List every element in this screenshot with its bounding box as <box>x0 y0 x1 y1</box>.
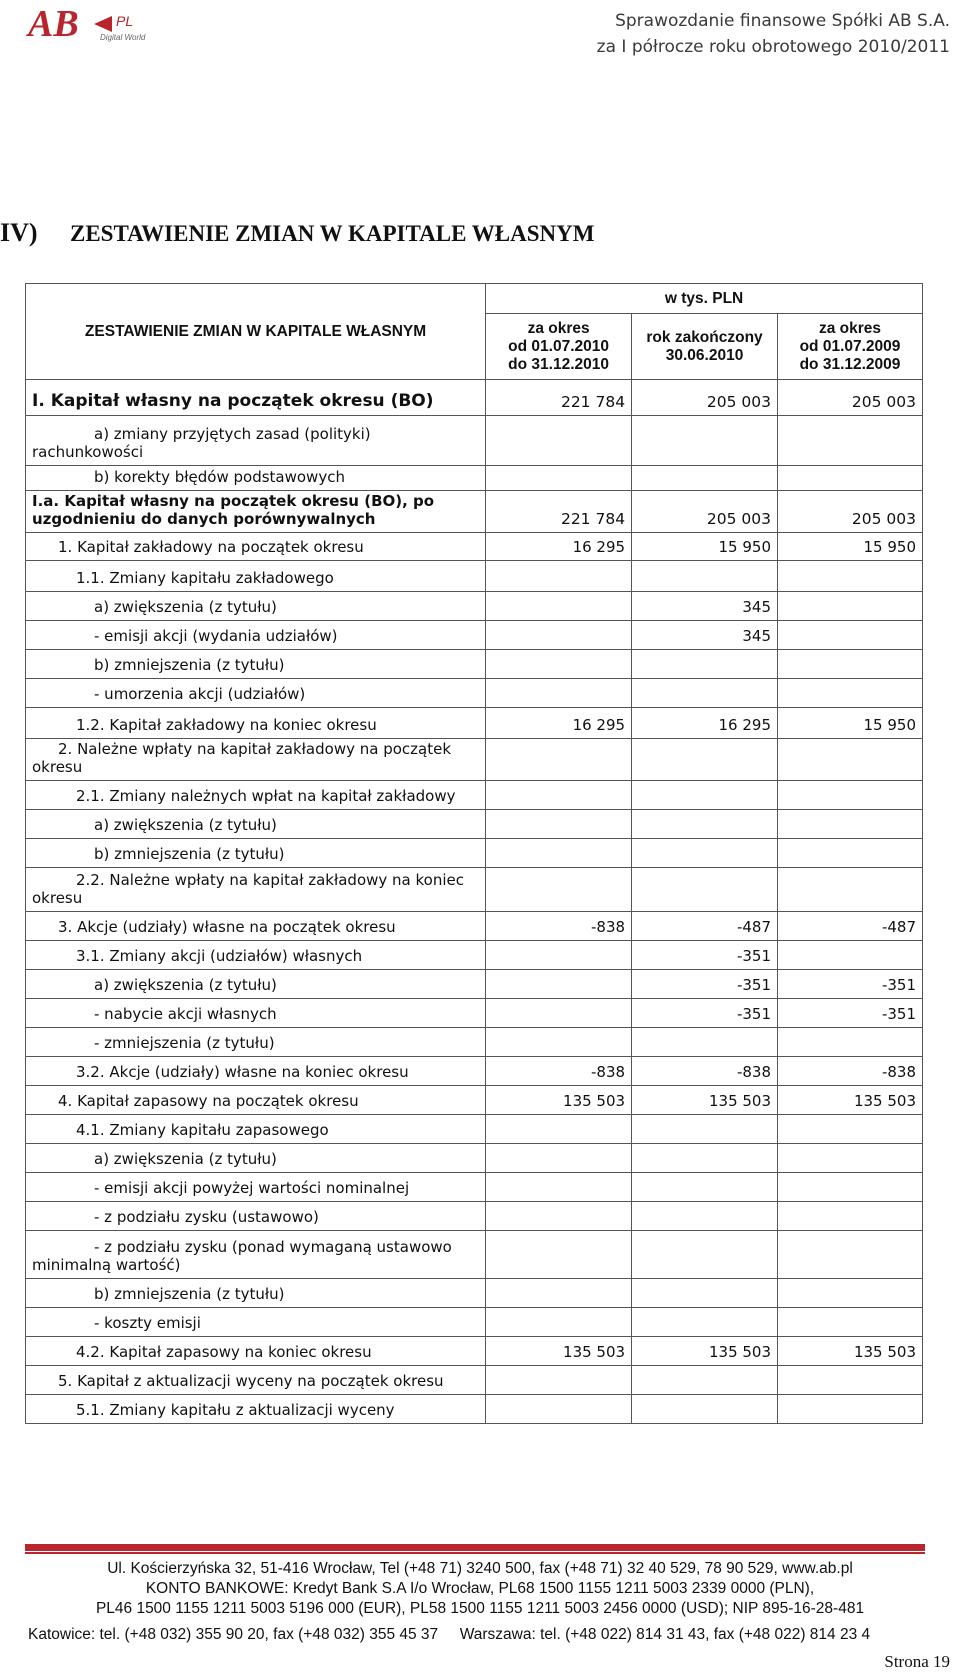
table-row <box>26 1337 923 1366</box>
row-value-col3 <box>778 561 923 592</box>
row-value-col2 <box>632 1231 778 1279</box>
ab-logo-icon <box>24 2 164 44</box>
row-value-col2 <box>632 1395 778 1424</box>
row-value-col1 <box>486 592 632 621</box>
table-row <box>26 1308 923 1337</box>
row-value-col1 <box>486 1279 632 1308</box>
table-row <box>26 533 923 561</box>
row-label: 1. Kapitał zakładowy na początek okresu <box>26 533 486 561</box>
row-label: 3.2. Akcje (udziały) własne na koniec okresu <box>26 1057 486 1086</box>
footer-accounts: PL46 1500 1155 1211 5003 5196 000 (EUR), PL58 1500 1155 1211 5003 2456 0000 (USD); NIP 895-16-28-481 <box>95 1600 865 1617</box>
row-label: 2. Należne wpłaty na kapitał zakładowy na początek okresu <box>26 739 486 781</box>
row-value-col1 <box>486 1308 632 1337</box>
row-value-col3: 135 503 <box>778 1086 923 1115</box>
row-value-col1: 221 784 <box>486 491 632 533</box>
row-value-col1 <box>486 1366 632 1395</box>
row-label: 4.1. Zmiany kapitału zapasowego <box>26 1115 486 1144</box>
row-value-col3 <box>778 839 923 868</box>
row-value-col1 <box>486 561 632 592</box>
row-value-col2 <box>632 466 778 491</box>
row-value-col1 <box>486 621 632 650</box>
row-label: I. Kapitał własny na początek okresu (BO) <box>26 380 486 416</box>
table-row <box>26 466 923 491</box>
table-row <box>26 679 923 708</box>
row-value-col2: 135 503 <box>632 1337 778 1366</box>
row-value-col2: -351 <box>632 999 778 1028</box>
row-label: - z podziału zysku (ustawowo) <box>26 1202 486 1231</box>
row-value-col3 <box>778 810 923 839</box>
row-value-col3: -351 <box>778 970 923 999</box>
row-label: a) zmiany przyjętych zasad (polityki) rachunkowości <box>26 416 486 466</box>
column-header-h1-2009: za okres od 01.07.2009 do 31.12.2009 <box>778 314 923 380</box>
row-value-col3 <box>778 868 923 912</box>
table-row <box>26 1057 923 1086</box>
row-value-col3 <box>778 1202 923 1231</box>
row-value-col1: -838 <box>486 1057 632 1086</box>
row-label: - zmniejszenia (z tytułu) <box>26 1028 486 1057</box>
table-row <box>26 781 923 810</box>
row-value-col2 <box>632 1279 778 1308</box>
row-value-col3 <box>778 1028 923 1057</box>
row-value-col3 <box>778 592 923 621</box>
section-number: IV) <box>0 218 38 247</box>
row-label: 5.1. Zmiany kapitału z aktualizacji wyceny <box>26 1395 486 1424</box>
row-value-col3: 205 003 <box>778 380 923 416</box>
row-value-col1 <box>486 1173 632 1202</box>
row-value-col2 <box>632 1144 778 1173</box>
table-unit: w tys. PLN <box>486 284 923 314</box>
row-value-col1 <box>486 810 632 839</box>
table-row <box>26 1231 923 1279</box>
footer-bank: KONTO BANKOWE: Kredyt Bank S.A I/o Wrocław, PL68 1500 1155 1211 5003 2339 0000 (PLN), <box>145 1580 815 1597</box>
table-row <box>26 621 923 650</box>
row-value-col2 <box>632 1115 778 1144</box>
row-value-col1: 221 784 <box>486 380 632 416</box>
table-row <box>26 1173 923 1202</box>
table-row <box>26 970 923 999</box>
row-value-col2: -838 <box>632 1057 778 1086</box>
row-value-col2 <box>632 1366 778 1395</box>
document-header <box>597 8 950 60</box>
row-value-col2 <box>632 416 778 466</box>
row-value-col1: 16 295 <box>486 533 632 561</box>
table-row <box>26 1366 923 1395</box>
row-value-col3 <box>778 416 923 466</box>
row-value-col1 <box>486 999 632 1028</box>
row-label: - koszty emisji <box>26 1308 486 1337</box>
table-row <box>26 1279 923 1308</box>
row-value-col3 <box>778 621 923 650</box>
section-heading <box>0 218 594 248</box>
equity-changes-table <box>25 283 923 1424</box>
row-value-col3: -487 <box>778 912 923 941</box>
row-value-col2: 205 003 <box>632 491 778 533</box>
row-value-col1 <box>486 970 632 999</box>
table-row <box>26 868 923 912</box>
row-value-col3 <box>778 466 923 491</box>
row-label: - z podziału zysku (ponad wymaganą ustawowo minimalną wartość) <box>26 1231 486 1279</box>
logo-tagline: Digital World <box>100 33 146 42</box>
row-value-col1: 135 503 <box>486 1086 632 1115</box>
column-header-year-2010: rok zakończony 30.06.2010 <box>632 314 778 380</box>
row-value-col1 <box>486 1231 632 1279</box>
row-value-col2 <box>632 839 778 868</box>
logo-suffix: PL <box>116 13 134 29</box>
page-number: Strona 19 <box>884 1652 950 1671</box>
row-value-col1: -838 <box>486 912 632 941</box>
table-row <box>26 739 923 781</box>
row-value-col1 <box>486 466 632 491</box>
row-value-col1: 16 295 <box>486 708 632 739</box>
row-label: a) zwiększenia (z tytułu) <box>26 592 486 621</box>
section-title: ZESTAWIENIE ZMIAN W KAPITALE WŁASNYM <box>70 221 595 246</box>
row-label: 2.1. Zmiany należnych wpłat na kapitał zakładowy <box>26 781 486 810</box>
row-label: a) zwiększenia (z tytułu) <box>26 810 486 839</box>
row-label: - umorzenia akcji (udziałów) <box>26 679 486 708</box>
table-row <box>26 561 923 592</box>
row-label: b) zmniejszenia (z tytułu) <box>26 839 486 868</box>
row-value-col2 <box>632 561 778 592</box>
row-value-col3 <box>778 679 923 708</box>
row-value-col3 <box>778 739 923 781</box>
row-value-col2 <box>632 679 778 708</box>
row-value-col2 <box>632 650 778 679</box>
row-value-col3 <box>778 1173 923 1202</box>
table-row <box>26 650 923 679</box>
row-value-col3: 15 950 <box>778 533 923 561</box>
row-value-col2: 345 <box>632 592 778 621</box>
row-label: - nabycie akcji własnych <box>26 999 486 1028</box>
row-label: - emisji akcji (wydania udziałów) <box>26 621 486 650</box>
table-row <box>26 999 923 1028</box>
row-label: 4. Kapitał zapasowy na początek okresu <box>26 1086 486 1115</box>
table-row <box>26 941 923 970</box>
row-value-col2 <box>632 1173 778 1202</box>
row-label: 5. Kapitał z aktualizacji wyceny na początek okresu <box>26 1366 486 1395</box>
row-value-col2: -351 <box>632 970 778 999</box>
row-value-col3 <box>778 1366 923 1395</box>
row-value-col2 <box>632 739 778 781</box>
row-value-col1 <box>486 679 632 708</box>
table-row <box>26 708 923 739</box>
footer-address: Ul. Kościerzyńska 32, 51-416 Wrocław, Tel (+48 71) 3240 500, fax (+48 71) 32 40 529, 78 90 529, www.ab.pl <box>107 1560 853 1577</box>
row-label: 1.2. Kapitał zakładowy na koniec okresu <box>26 708 486 739</box>
header-subtitle: za I półrocze roku obrotowego 2010/2011 <box>596 37 950 57</box>
row-value-col2 <box>632 781 778 810</box>
table-title: ZESTAWIENIE ZMIAN W KAPITALE WŁASNYM <box>26 284 486 380</box>
row-label: b) zmniejszenia (z tytułu) <box>26 1279 486 1308</box>
row-value-col1 <box>486 739 632 781</box>
row-value-col2: -351 <box>632 941 778 970</box>
table-row <box>26 1395 923 1424</box>
row-value-col2 <box>632 1028 778 1057</box>
row-value-col1 <box>486 1115 632 1144</box>
row-value-col2: 16 295 <box>632 708 778 739</box>
row-value-col1 <box>486 1202 632 1231</box>
row-label: I.a. Kapitał własny na początek okresu (BO), po uzgodnieniu do danych porównywalnych <box>26 491 486 533</box>
row-value-col1 <box>486 839 632 868</box>
row-value-col1 <box>486 1395 632 1424</box>
table-row <box>26 380 923 416</box>
row-label: - emisji akcji powyżej wartości nominalnej <box>26 1173 486 1202</box>
row-label: 1.1. Zmiany kapitału zakładowego <box>26 561 486 592</box>
row-value-col1 <box>486 416 632 466</box>
table-row <box>26 1115 923 1144</box>
table-row <box>26 592 923 621</box>
row-value-col3 <box>778 781 923 810</box>
header-title: Sprawozdanie finansowe Spółki AB S.A. <box>615 11 950 31</box>
row-value-col1 <box>486 868 632 912</box>
company-logo <box>24 2 164 44</box>
row-value-col1 <box>486 1028 632 1057</box>
row-value-col2 <box>632 868 778 912</box>
row-value-col3 <box>778 1231 923 1279</box>
footer-rule <box>25 1544 925 1551</box>
row-value-col2: 205 003 <box>632 380 778 416</box>
row-label: 3. Akcje (udziały) własne na początek okresu <box>26 912 486 941</box>
row-value-col3 <box>778 1279 923 1308</box>
logo-text: AB <box>28 3 79 44</box>
row-value-col1: 135 503 <box>486 1337 632 1366</box>
row-value-col1 <box>486 781 632 810</box>
row-value-col3 <box>778 941 923 970</box>
row-value-col3: 205 003 <box>778 491 923 533</box>
row-label: b) korekty błędów podstawowych <box>26 466 486 491</box>
row-label: a) zwiększenia (z tytułu) <box>26 970 486 999</box>
row-value-col2: 345 <box>632 621 778 650</box>
column-header-h1-2010: za okres od 01.07.2010 do 31.12.2010 <box>486 314 632 380</box>
row-label: 2.2. Należne wpłaty na kapitał zakładowy na koniec okresu <box>26 868 486 912</box>
row-label: b) zmniejszenia (z tytułu) <box>26 650 486 679</box>
row-value-col2 <box>632 810 778 839</box>
row-value-col2: 15 950 <box>632 533 778 561</box>
table-row <box>26 810 923 839</box>
row-value-col2 <box>632 1308 778 1337</box>
row-value-col3 <box>778 1115 923 1144</box>
row-value-col1 <box>486 941 632 970</box>
row-value-col1 <box>486 650 632 679</box>
table-row <box>26 1028 923 1057</box>
row-value-col2 <box>632 1202 778 1231</box>
row-value-col1 <box>486 1144 632 1173</box>
table-row <box>26 1202 923 1231</box>
table-row <box>26 1144 923 1173</box>
table-row <box>26 912 923 941</box>
row-value-col3: 135 503 <box>778 1337 923 1366</box>
row-label: a) zwiększenia (z tytułu) <box>26 1144 486 1173</box>
row-value-col3 <box>778 650 923 679</box>
table-row <box>26 1086 923 1115</box>
table-row <box>26 416 923 466</box>
row-value-col3: -838 <box>778 1057 923 1086</box>
footer-branches: Katowice: tel. (+48 032) 355 90 20, fax (+48 032) 355 45 37 Warszawa: tel. (+48 022) 814 31 43, fax (+48 022) 814 23 4 <box>28 1626 871 1643</box>
footer-rule-thin <box>25 1552 925 1554</box>
row-value-col3 <box>778 1395 923 1424</box>
row-value-col2: -487 <box>632 912 778 941</box>
row-value-col3 <box>778 1308 923 1337</box>
table-row <box>26 839 923 868</box>
row-value-col3: 15 950 <box>778 708 923 739</box>
row-label: 4.2. Kapitał zapasowy na koniec okresu <box>26 1337 486 1366</box>
row-value-col3 <box>778 1144 923 1173</box>
row-label: 3.1. Zmiany akcji (udziałów) własnych <box>26 941 486 970</box>
row-value-col3: -351 <box>778 999 923 1028</box>
row-value-col2: 135 503 <box>632 1086 778 1115</box>
table-row <box>26 491 923 533</box>
